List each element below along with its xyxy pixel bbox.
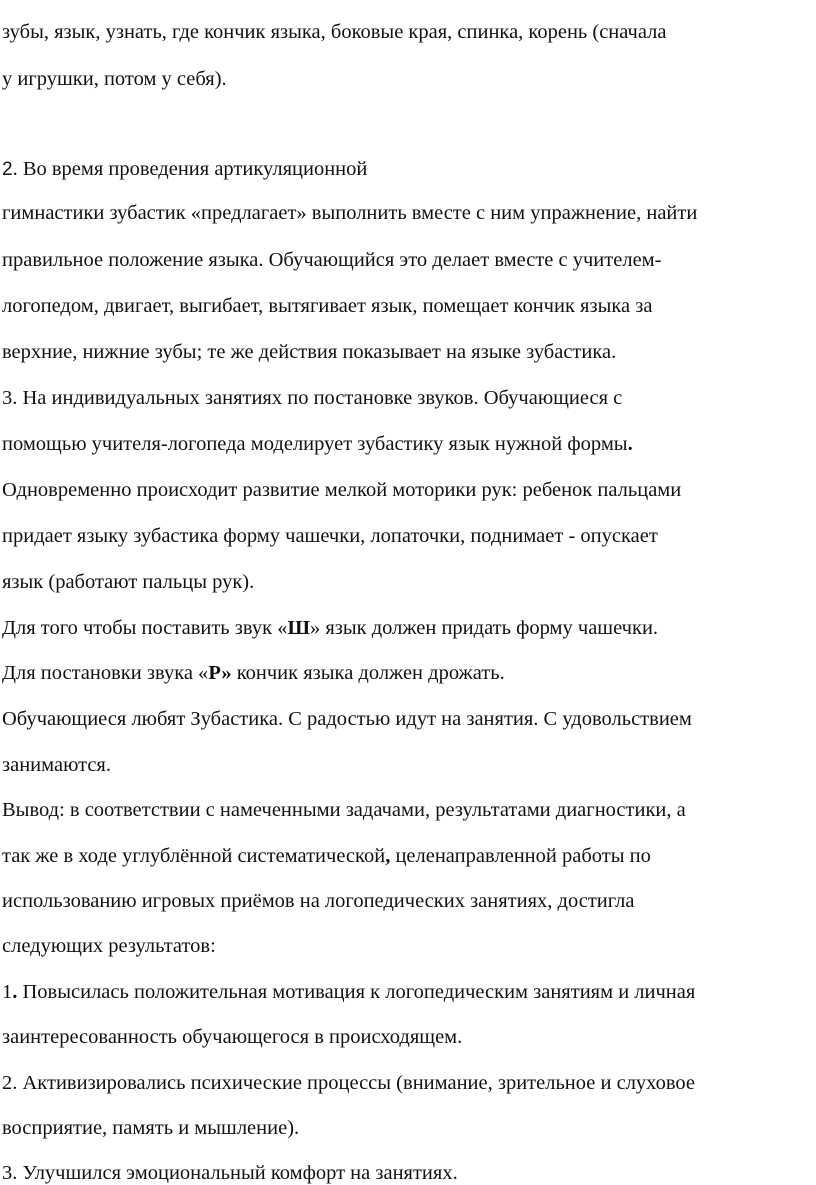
text-line bbox=[2, 661, 505, 685]
text-run: следующих результатов: bbox=[2, 935, 216, 957]
text-line bbox=[2, 1071, 695, 1095]
text-run: Одновременно происходит развитие мелкой моторики рук: ребенок пальцами bbox=[2, 479, 682, 501]
text-run: Обучающиеся любят Зубастика. С радостью идут на занятия. С удовольствием bbox=[2, 708, 692, 730]
bold-run: . bbox=[627, 433, 633, 455]
text-line bbox=[2, 524, 658, 548]
text-line bbox=[2, 1161, 458, 1185]
text-run: 3. На индивидуальных занятиях по постановке звуков. Обучающиеся с bbox=[2, 387, 623, 409]
text-run: использованию игровых приёмов на логопедических занятиях, достигла bbox=[2, 890, 635, 912]
text-line bbox=[2, 20, 666, 44]
bold-run: Ш bbox=[287, 617, 310, 639]
text-line bbox=[2, 844, 651, 868]
text-run: верхние, нижние зубы; те же действия показывает на языке зубастика. bbox=[2, 341, 617, 363]
text-run: целенаправленной работы по bbox=[390, 845, 651, 867]
text-run: заинтересованность обучающегося в происходящем. bbox=[2, 1026, 463, 1048]
bold-run: . bbox=[12, 981, 18, 1003]
text-line bbox=[2, 386, 622, 410]
text-line bbox=[2, 248, 661, 272]
text-line bbox=[2, 798, 686, 822]
text-line bbox=[2, 570, 254, 594]
item-number: 1 bbox=[2, 981, 13, 1003]
text-line bbox=[2, 201, 697, 225]
text-line bbox=[2, 1025, 462, 1049]
text-run: логопедом, двигает, выгибает, вытягивает язык, помещает кончик языка за bbox=[2, 295, 653, 317]
text-run: гимнастики зубастик «предлагает» выполнить вместе с ним упражнение, найти bbox=[2, 202, 698, 224]
text-run: . Во время проведения артикуляционной bbox=[12, 158, 368, 180]
text-run: придает языку зубастика форму чашечки, лопаточки, поднимает - опускает bbox=[2, 525, 658, 547]
text-run: 2. Активизировались психические процессы (внимание, зрительное и слуховое bbox=[2, 1072, 696, 1094]
text-line bbox=[2, 980, 695, 1004]
text-run: восприятие, память и мышление). bbox=[2, 1117, 300, 1139]
item-number: 2 bbox=[2, 159, 13, 180]
text-line bbox=[2, 753, 111, 777]
text-line bbox=[2, 1116, 299, 1140]
text-line bbox=[2, 157, 367, 182]
bold-run: , bbox=[385, 845, 391, 867]
text-run: правильное положение языка. Обучающийся это делает вместе с учителем- bbox=[2, 249, 662, 271]
text-run: у игрушки, потом у себя). bbox=[2, 68, 227, 90]
text-run: Вывод: в соответствии с намеченными задачами, результатами диагностики, а bbox=[2, 799, 686, 821]
text-line bbox=[2, 934, 216, 958]
text-run: Повысилась положительная мотивация к логопедическим занятиям и личная bbox=[17, 981, 696, 1003]
text-line bbox=[2, 889, 634, 913]
text-run: Для постановки звука « bbox=[2, 662, 209, 684]
text-run: 3. Улучшился эмоциональный комфорт на занятиях. bbox=[2, 1162, 458, 1184]
text-line bbox=[2, 616, 658, 640]
text-run: » язык должен придать форму чашечки. bbox=[309, 617, 659, 639]
text-run: так же в ходе углублённой систематической bbox=[2, 845, 386, 867]
text-run: помощью учителя-логопеда моделирует зубастику язык нужной формы bbox=[2, 433, 628, 455]
text-run: язык (работают пальцы рук). bbox=[2, 571, 255, 593]
text-run: занимаются. bbox=[2, 754, 111, 776]
text-line bbox=[2, 478, 681, 502]
text-run: Для того чтобы поставить звук « bbox=[2, 617, 288, 639]
text-line bbox=[2, 707, 692, 731]
text-line bbox=[2, 294, 652, 318]
text-run: зубы, язык, узнать, где кончик языка, боковые края, спинка, корень (сначала bbox=[2, 21, 667, 43]
text-line bbox=[2, 67, 227, 91]
text-run: кончик языка должен дрожать. bbox=[231, 662, 505, 684]
text-line bbox=[2, 340, 616, 364]
text-line bbox=[2, 432, 633, 456]
bold-run: Р» bbox=[208, 662, 232, 684]
